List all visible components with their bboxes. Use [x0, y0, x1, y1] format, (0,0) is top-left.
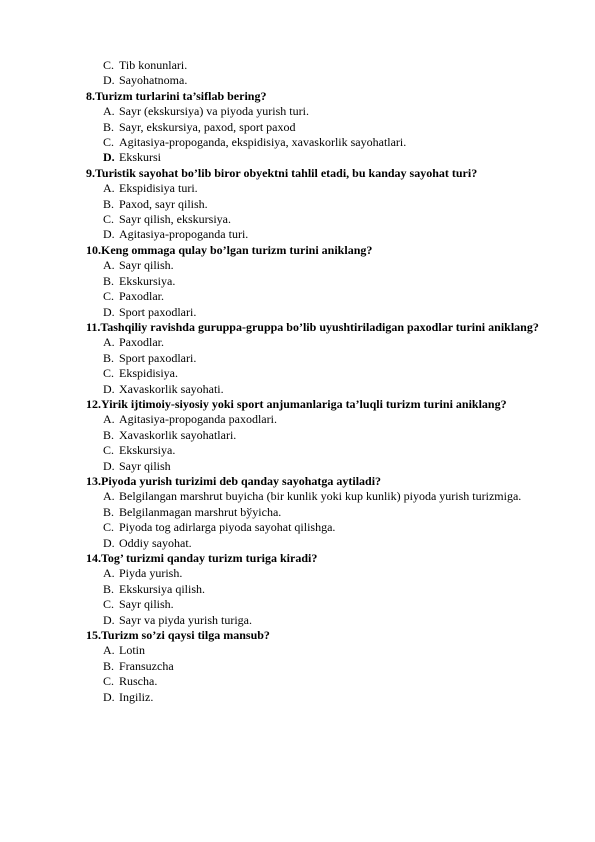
option-text: Sayr qilish, ekskursiya.	[119, 212, 231, 227]
option-letter: A.	[103, 412, 115, 427]
answer-option	[86, 428, 546, 443]
answer-option	[86, 566, 546, 581]
option-letter: C.	[103, 135, 115, 150]
option-letter: B.	[103, 196, 115, 211]
answer-option	[86, 690, 546, 705]
option-letter: B.	[103, 427, 115, 442]
answer-option	[86, 412, 546, 427]
option-text: Sayr qilish	[119, 458, 171, 473]
option-letter: C.	[103, 443, 115, 458]
answer-option	[86, 73, 546, 88]
option-letter: A.	[103, 335, 115, 350]
answer-option	[86, 135, 546, 150]
option-letter: D.	[103, 150, 115, 165]
option-text: Paxodlar.	[119, 289, 164, 304]
option-text: Sport paxodlari.	[119, 350, 197, 365]
answer-option	[86, 443, 546, 458]
answer-option	[86, 643, 546, 658]
option-letter: D.	[103, 381, 115, 396]
option-letter: B.	[103, 581, 115, 596]
option-text: Piyoda tog adirlarga piyoda sayohat qilishga.	[119, 520, 336, 535]
answer-option	[86, 489, 546, 504]
option-text: Sayohatnoma.	[119, 73, 188, 88]
option-text: Belgilanmagan marshrut bўyicha.	[119, 504, 282, 519]
option-letter: B.	[103, 273, 115, 288]
question-heading: 13.Piyoda yurish turizimi deb qanday sayohatga aytiladi?	[86, 473, 382, 488]
option-letter: C.	[103, 520, 115, 535]
option-text: Agitasiya-propoganda, ekspidisiya, xavaskorlik sayohatlari.	[119, 135, 407, 150]
answer-option	[86, 197, 546, 212]
quiz-content	[86, 58, 546, 705]
option-letter: C.	[103, 366, 115, 381]
answer-option	[86, 120, 546, 135]
question-heading: 15.Turizm so’zi qaysi tilga mansub?	[86, 628, 270, 643]
option-letter: C.	[103, 58, 115, 72]
answer-option	[86, 335, 546, 350]
answer-option	[86, 274, 546, 289]
answer-option	[86, 150, 546, 165]
option-text: Sayr (ekskursiya) va piyoda yurish turi.	[119, 104, 309, 119]
option-text: Ekskursiya.	[119, 273, 176, 288]
answer-option	[86, 382, 546, 397]
option-text: Ingiliz.	[119, 689, 154, 704]
option-text: Paxod, sayr qilish.	[119, 196, 208, 211]
option-text: Oddiy sayohat.	[119, 535, 192, 550]
option-letter: B.	[103, 658, 115, 673]
option-letter: C.	[103, 674, 115, 689]
answer-option	[86, 58, 546, 73]
answer-option	[86, 258, 546, 273]
option-letter: A.	[103, 104, 115, 119]
answer-option	[86, 366, 546, 381]
answer-option	[86, 351, 546, 366]
option-letter: B.	[103, 350, 115, 365]
option-text: Xavaskorlik sayohati.	[119, 381, 224, 396]
option-text: Lotin	[119, 643, 145, 658]
option-letter: D.	[103, 612, 115, 627]
option-text: Sport paxodlari.	[119, 304, 197, 319]
option-text: Belgilangan marshrut buyicha (bir kunlik yoki kup kunlik) piyoda yurish turizmiga.	[119, 489, 522, 504]
option-text: Sayr va piyda yurish turiga.	[119, 612, 252, 627]
option-text: Sayr qilish.	[119, 258, 174, 273]
option-text: Ekspidisiya turi.	[119, 181, 198, 196]
answer-option	[86, 520, 546, 535]
answer-option	[86, 505, 546, 520]
option-letter: D.	[103, 689, 115, 704]
option-letter: D.	[103, 458, 115, 473]
answer-option	[86, 459, 546, 474]
option-text: Sayr qilish.	[119, 597, 174, 612]
answer-option	[86, 227, 546, 242]
option-letter: D.	[103, 304, 115, 319]
question-heading: 10.Keng ommaga qulay bo’lgan turizm turini aniklang?	[86, 242, 373, 257]
option-text: Tib konunlari.	[119, 58, 188, 72]
answer-option	[86, 582, 546, 597]
option-text: Paxodlar.	[119, 335, 164, 350]
option-letter: D.	[103, 227, 115, 242]
answer-option	[86, 674, 546, 689]
option-text: Agitasiya-propoganda turi.	[119, 227, 249, 242]
question-heading: 9.Turistik sayohat bo’lib biror obyektni tahlil etadi, bu kanday sayohat turi?	[86, 165, 478, 180]
option-letter: C.	[103, 212, 115, 227]
answer-option	[86, 181, 546, 196]
option-letter: A.	[103, 181, 115, 196]
option-letter: D.	[103, 535, 115, 550]
option-text: Sayr, ekskursiya, paxod, sport paxod	[119, 119, 296, 134]
option-text: Fransuzcha	[119, 658, 174, 673]
option-text: Ekspidisiya.	[119, 366, 178, 381]
answer-option	[86, 289, 546, 304]
option-text: Ruscha.	[119, 674, 158, 689]
option-text: Ekskursiya.	[119, 443, 176, 458]
question-heading: 12.Yirik ijtimoiy-siyosiy yoki sport anjumanlariga ta’luqli turizm turini aniklang?	[86, 396, 507, 411]
question-heading: 14.Tog’ turizmi qanday turizm turiga kiradi?	[86, 551, 318, 565]
option-letter: A.	[103, 643, 115, 658]
option-text: Piyda yurish.	[119, 566, 183, 581]
option-text: Ekskursi	[119, 150, 161, 165]
option-letter: B.	[103, 504, 115, 519]
question-heading: 8.Turizm turlarini ta’siflab bering?	[86, 88, 267, 103]
option-text: Xavaskorlik sayohatlari.	[119, 427, 237, 442]
option-letter: C.	[103, 289, 115, 304]
answer-option	[86, 597, 546, 612]
option-letter: C.	[103, 597, 115, 612]
answer-option	[86, 659, 546, 674]
option-letter: A.	[103, 258, 115, 273]
answer-option	[86, 212, 546, 227]
question-heading: 11.Tashqiliy ravishda guruppa-gruppa bo’lib uyushtiriladigan paxodlar turini aniklang?	[86, 319, 539, 334]
answer-option	[86, 536, 546, 551]
option-text: Ekskursiya qilish.	[119, 581, 205, 596]
option-text: Agitasiya-propoganda paxodlari.	[119, 412, 277, 427]
option-letter: A.	[103, 566, 115, 581]
option-letter: D.	[103, 73, 115, 88]
answer-option	[86, 305, 546, 320]
answer-option	[86, 613, 546, 628]
option-letter: B.	[103, 119, 115, 134]
option-letter: A.	[103, 489, 115, 504]
answer-option	[86, 104, 546, 119]
